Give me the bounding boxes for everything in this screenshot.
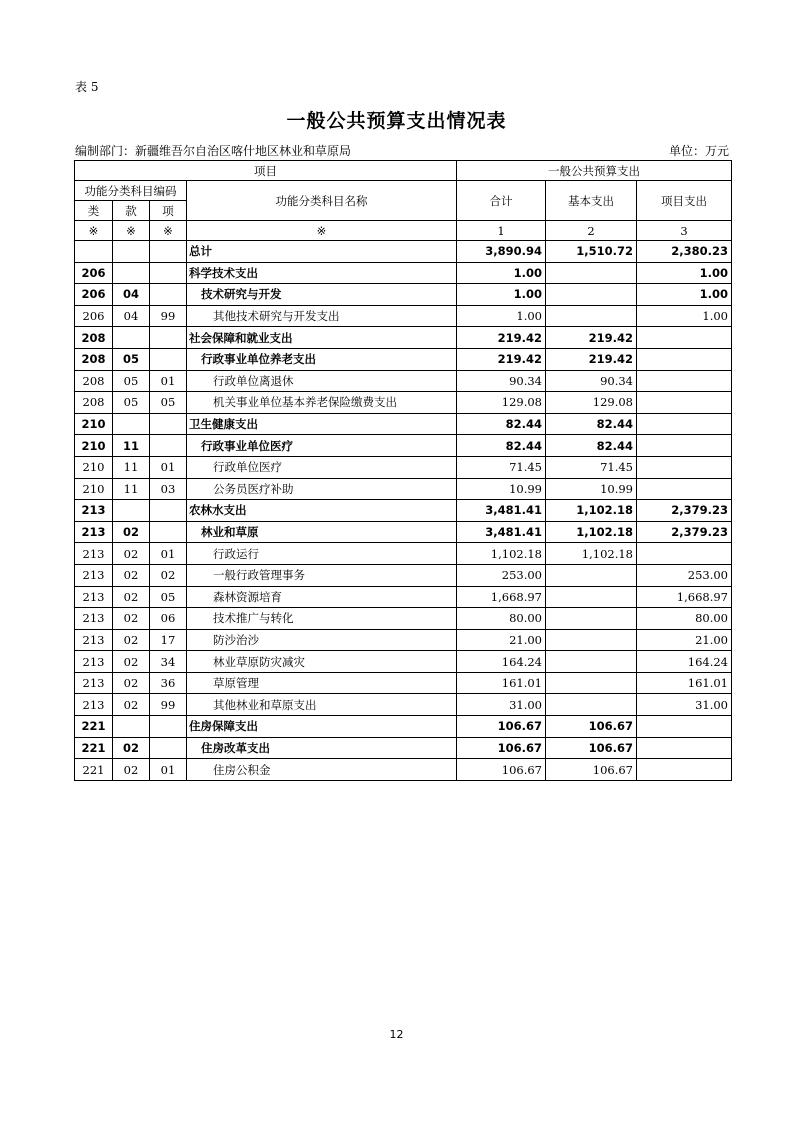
cell-name: 科学技术支出 bbox=[187, 262, 457, 284]
table-row bbox=[75, 629, 732, 651]
cell-basic bbox=[546, 586, 637, 608]
table-row bbox=[75, 305, 732, 327]
cell-total: 3,481.41 bbox=[457, 521, 546, 543]
cell-lei: 213 bbox=[75, 564, 113, 586]
cell-xiang bbox=[150, 435, 187, 457]
cell-basic: 106.67 bbox=[546, 759, 637, 781]
mark-name: ※ bbox=[187, 221, 457, 241]
cell-xiang: 34 bbox=[150, 651, 187, 673]
table-row bbox=[75, 543, 732, 565]
total-project: 2,380.23 bbox=[637, 241, 732, 263]
cell-xiang: 05 bbox=[150, 392, 187, 414]
cell-xiang bbox=[150, 241, 187, 263]
table-row bbox=[75, 586, 732, 608]
cell-total: 90.34 bbox=[457, 370, 546, 392]
cell-basic bbox=[546, 672, 637, 694]
cell-basic bbox=[546, 651, 637, 673]
cell-total: 1,668.97 bbox=[457, 586, 546, 608]
col-number-2: 2 bbox=[546, 221, 637, 241]
cell-kuan: 04 bbox=[113, 305, 150, 327]
total-amount: 3,890.94 bbox=[457, 241, 546, 263]
cell-xiang: 01 bbox=[150, 370, 187, 392]
table-row bbox=[75, 284, 732, 306]
header-budget: 一般公共预算支出 bbox=[457, 161, 732, 181]
cell-project: 1,668.97 bbox=[637, 586, 732, 608]
mark-kuan: ※ bbox=[113, 221, 150, 241]
cell-kuan: 02 bbox=[113, 608, 150, 630]
header-kuan: 款 bbox=[113, 201, 150, 221]
cell-project: 21.00 bbox=[637, 629, 732, 651]
cell-total: 129.08 bbox=[457, 392, 546, 414]
cell-basic bbox=[546, 629, 637, 651]
cell-xiang: 02 bbox=[150, 564, 187, 586]
cell-kuan: 02 bbox=[113, 521, 150, 543]
cell-xiang: 36 bbox=[150, 672, 187, 694]
header-item: 项目 bbox=[75, 161, 457, 181]
cell-name: 防沙治沙 bbox=[187, 629, 457, 651]
cell-name: 技术推广与转化 bbox=[187, 608, 457, 630]
cell-lei: 221 bbox=[75, 737, 113, 759]
cell-project bbox=[637, 370, 732, 392]
cell-lei: 206 bbox=[75, 305, 113, 327]
budget-table bbox=[74, 160, 732, 781]
page-number: 12 bbox=[389, 1028, 404, 1041]
cell-total: 161.01 bbox=[457, 672, 546, 694]
cell-kuan: 02 bbox=[113, 564, 150, 586]
cell-basic: 219.42 bbox=[546, 327, 637, 349]
cell-lei: 206 bbox=[75, 262, 113, 284]
cell-basic bbox=[546, 564, 637, 586]
table-row bbox=[75, 500, 732, 522]
total-basic: 1,510.72 bbox=[546, 241, 637, 263]
cell-kuan: 02 bbox=[113, 759, 150, 781]
cell-lei: 213 bbox=[75, 694, 113, 716]
cell-kuan bbox=[113, 413, 150, 435]
cell-name: 住房公积金 bbox=[187, 759, 457, 781]
cell-name: 住房改革支出 bbox=[187, 737, 457, 759]
cell-xiang bbox=[150, 521, 187, 543]
header-total: 合计 bbox=[457, 181, 546, 221]
cell-project: 161.01 bbox=[637, 672, 732, 694]
table-row bbox=[75, 435, 732, 457]
cell-basic bbox=[546, 284, 637, 306]
cell-lei: 213 bbox=[75, 651, 113, 673]
cell-kuan bbox=[113, 241, 150, 263]
cell-project bbox=[637, 392, 732, 414]
table-number: 表 5 bbox=[75, 80, 99, 94]
cell-total: 1,102.18 bbox=[457, 543, 546, 565]
cell-basic: 10.99 bbox=[546, 478, 637, 500]
cell-kuan: 02 bbox=[113, 543, 150, 565]
cell-total: 164.24 bbox=[457, 651, 546, 673]
cell-basic: 129.08 bbox=[546, 392, 637, 414]
cell-total: 106.67 bbox=[457, 759, 546, 781]
cell-name: 行政事业单位医疗 bbox=[187, 435, 457, 457]
table-row bbox=[75, 608, 732, 630]
cell-project bbox=[637, 737, 732, 759]
department-label: 编制部门：新疆维吾尔自治区喀什地区林业和草原局 bbox=[75, 144, 352, 158]
cell-total: 253.00 bbox=[457, 564, 546, 586]
cell-kuan bbox=[113, 262, 150, 284]
cell-name: 公务员医疗补助 bbox=[187, 478, 457, 500]
cell-project: 2,379.23 bbox=[637, 521, 732, 543]
cell-lei: 213 bbox=[75, 586, 113, 608]
cell-name: 森林资源培育 bbox=[187, 586, 457, 608]
cell-xiang: 99 bbox=[150, 694, 187, 716]
table-row bbox=[75, 694, 732, 716]
cell-lei: 208 bbox=[75, 392, 113, 414]
table-row bbox=[75, 327, 732, 349]
unit-label: 单位：万元 bbox=[668, 144, 729, 158]
cell-project bbox=[637, 759, 732, 781]
table-row bbox=[75, 737, 732, 759]
cell-kuan: 11 bbox=[113, 456, 150, 478]
table-row bbox=[75, 521, 732, 543]
cell-lei: 213 bbox=[75, 672, 113, 694]
total-label: 总计 bbox=[187, 241, 457, 263]
table-row bbox=[75, 348, 732, 370]
cell-name: 其他技术研究与开发支出 bbox=[187, 305, 457, 327]
cell-name: 草原管理 bbox=[187, 672, 457, 694]
cell-xiang bbox=[150, 262, 187, 284]
table-row bbox=[75, 392, 732, 414]
cell-xiang bbox=[150, 413, 187, 435]
cell-total: 219.42 bbox=[457, 327, 546, 349]
cell-basic bbox=[546, 262, 637, 284]
cell-project: 2,379.23 bbox=[637, 500, 732, 522]
table-row bbox=[75, 370, 732, 392]
cell-xiang: 99 bbox=[150, 305, 187, 327]
cell-kuan: 02 bbox=[113, 694, 150, 716]
cell-xiang bbox=[150, 500, 187, 522]
cell-name: 一般行政管理事务 bbox=[187, 564, 457, 586]
cell-lei: 213 bbox=[75, 629, 113, 651]
mark-xiang: ※ bbox=[150, 221, 187, 241]
cell-lei: 208 bbox=[75, 327, 113, 349]
cell-xiang bbox=[150, 716, 187, 738]
cell-basic: 90.34 bbox=[546, 370, 637, 392]
table-row bbox=[75, 651, 732, 673]
cell-lei: 208 bbox=[75, 370, 113, 392]
header-name: 功能分类科目名称 bbox=[187, 181, 457, 221]
cell-lei: 208 bbox=[75, 348, 113, 370]
cell-total: 1.00 bbox=[457, 262, 546, 284]
cell-lei: 213 bbox=[75, 543, 113, 565]
cell-name: 技术研究与开发 bbox=[187, 284, 457, 306]
header-lei: 类 bbox=[75, 201, 113, 221]
cell-project: 31.00 bbox=[637, 694, 732, 716]
cell-name: 行政单位医疗 bbox=[187, 456, 457, 478]
cell-basic: 106.67 bbox=[546, 716, 637, 738]
cell-lei: 210 bbox=[75, 413, 113, 435]
cell-total: 1.00 bbox=[457, 284, 546, 306]
cell-kuan: 02 bbox=[113, 672, 150, 694]
cell-kuan: 04 bbox=[113, 284, 150, 306]
cell-basic: 1,102.18 bbox=[546, 543, 637, 565]
cell-xiang bbox=[150, 284, 187, 306]
cell-total: 106.67 bbox=[457, 737, 546, 759]
cell-basic bbox=[546, 608, 637, 630]
cell-basic: 1,102.18 bbox=[546, 521, 637, 543]
cell-project bbox=[637, 327, 732, 349]
table-row bbox=[75, 456, 732, 478]
cell-total: 10.99 bbox=[457, 478, 546, 500]
cell-lei: 221 bbox=[75, 716, 113, 738]
cell-lei bbox=[75, 241, 113, 263]
cell-project bbox=[637, 435, 732, 457]
cell-name: 农林水支出 bbox=[187, 500, 457, 522]
cell-total: 1.00 bbox=[457, 305, 546, 327]
cell-project bbox=[637, 716, 732, 738]
total-row bbox=[75, 241, 732, 263]
header-code-group: 功能分类科目编码 bbox=[75, 181, 187, 201]
table-row bbox=[75, 478, 732, 500]
cell-kuan: 05 bbox=[113, 348, 150, 370]
cell-basic: 1,102.18 bbox=[546, 500, 637, 522]
cell-project: 1.00 bbox=[637, 284, 732, 306]
cell-lei: 213 bbox=[75, 608, 113, 630]
cell-total: 21.00 bbox=[457, 629, 546, 651]
cell-name: 住房保障支出 bbox=[187, 716, 457, 738]
cell-lei: 221 bbox=[75, 759, 113, 781]
cell-xiang bbox=[150, 737, 187, 759]
cell-total: 219.42 bbox=[457, 348, 546, 370]
cell-xiang: 01 bbox=[150, 456, 187, 478]
cell-xiang bbox=[150, 327, 187, 349]
cell-project: 164.24 bbox=[637, 651, 732, 673]
cell-name: 机关事业单位基本养老保险缴费支出 bbox=[187, 392, 457, 414]
cell-total: 3,481.41 bbox=[457, 500, 546, 522]
cell-basic: 106.67 bbox=[546, 737, 637, 759]
cell-kuan: 02 bbox=[113, 629, 150, 651]
cell-kuan bbox=[113, 327, 150, 349]
cell-name: 行政单位离退休 bbox=[187, 370, 457, 392]
cell-basic: 219.42 bbox=[546, 348, 637, 370]
cell-total: 71.45 bbox=[457, 456, 546, 478]
cell-lei: 210 bbox=[75, 435, 113, 457]
cell-name: 林业草原防灾减灾 bbox=[187, 651, 457, 673]
cell-kuan: 02 bbox=[113, 586, 150, 608]
cell-lei: 206 bbox=[75, 284, 113, 306]
cell-project bbox=[637, 413, 732, 435]
table-row bbox=[75, 262, 732, 284]
cell-project: 1.00 bbox=[637, 305, 732, 327]
cell-xiang: 01 bbox=[150, 543, 187, 565]
cell-kuan: 11 bbox=[113, 435, 150, 457]
cell-project bbox=[637, 456, 732, 478]
cell-total: 80.00 bbox=[457, 608, 546, 630]
cell-basic bbox=[546, 305, 637, 327]
cell-kuan: 05 bbox=[113, 392, 150, 414]
cell-name: 社会保障和就业支出 bbox=[187, 327, 457, 349]
cell-name: 卫生健康支出 bbox=[187, 413, 457, 435]
cell-project: 253.00 bbox=[637, 564, 732, 586]
table-row bbox=[75, 413, 732, 435]
table-row bbox=[75, 716, 732, 738]
cell-kuan: 02 bbox=[113, 651, 150, 673]
cell-basic: 82.44 bbox=[546, 435, 637, 457]
cell-lei: 210 bbox=[75, 456, 113, 478]
cell-total: 106.67 bbox=[457, 716, 546, 738]
cell-kuan: 02 bbox=[113, 737, 150, 759]
cell-project: 1.00 bbox=[637, 262, 732, 284]
cell-xiang: 05 bbox=[150, 586, 187, 608]
header-basic: 基本支出 bbox=[546, 181, 637, 221]
mark-lei: ※ bbox=[75, 221, 113, 241]
col-number-1: 1 bbox=[457, 221, 546, 241]
cell-kuan bbox=[113, 716, 150, 738]
cell-total: 82.44 bbox=[457, 413, 546, 435]
cell-name: 林业和草原 bbox=[187, 521, 457, 543]
cell-project: 80.00 bbox=[637, 608, 732, 630]
cell-xiang: 01 bbox=[150, 759, 187, 781]
cell-kuan: 05 bbox=[113, 370, 150, 392]
col-number-3: 3 bbox=[637, 221, 732, 241]
cell-lei: 213 bbox=[75, 500, 113, 522]
cell-xiang: 03 bbox=[150, 478, 187, 500]
cell-total: 31.00 bbox=[457, 694, 546, 716]
cell-basic bbox=[546, 694, 637, 716]
cell-name: 其他林业和草原支出 bbox=[187, 694, 457, 716]
cell-project bbox=[637, 543, 732, 565]
cell-project bbox=[637, 348, 732, 370]
table-row bbox=[75, 759, 732, 781]
header-project: 项目支出 bbox=[637, 181, 732, 221]
cell-kuan bbox=[113, 500, 150, 522]
cell-name: 行政运行 bbox=[187, 543, 457, 565]
header-xiang: 项 bbox=[150, 201, 187, 221]
cell-xiang bbox=[150, 348, 187, 370]
cell-total: 82.44 bbox=[457, 435, 546, 457]
cell-kuan: 11 bbox=[113, 478, 150, 500]
table-row bbox=[75, 672, 732, 694]
cell-name: 行政事业单位养老支出 bbox=[187, 348, 457, 370]
cell-lei: 213 bbox=[75, 521, 113, 543]
cell-project bbox=[637, 478, 732, 500]
cell-lei: 210 bbox=[75, 478, 113, 500]
cell-basic: 82.44 bbox=[546, 413, 637, 435]
table-row bbox=[75, 564, 732, 586]
cell-basic: 71.45 bbox=[546, 456, 637, 478]
cell-xiang: 17 bbox=[150, 629, 187, 651]
page-title: 一般公共预算支出情况表 bbox=[286, 110, 507, 132]
cell-xiang: 06 bbox=[150, 608, 187, 630]
